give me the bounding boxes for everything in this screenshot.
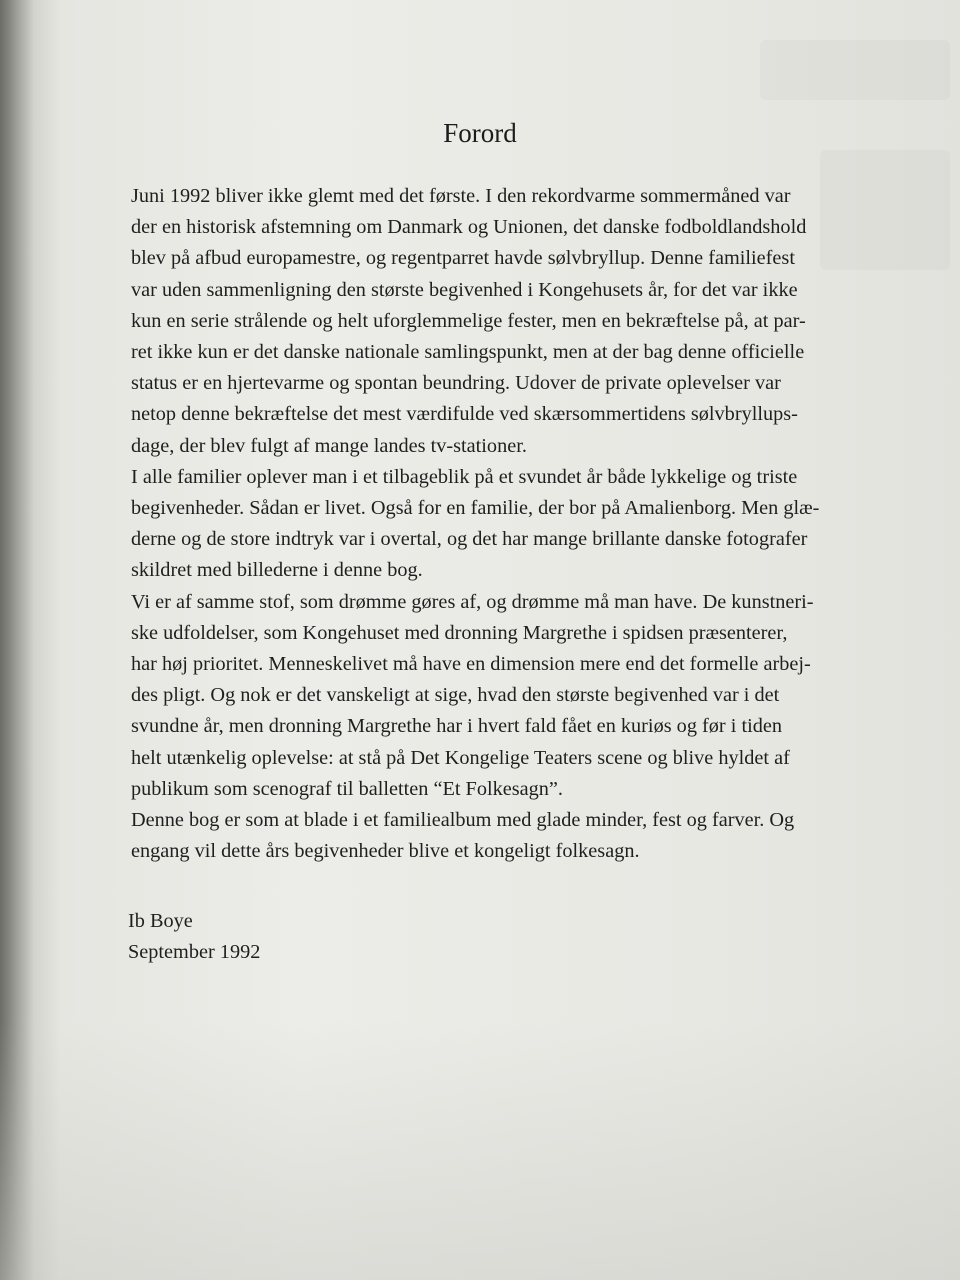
text-line: blev på afbud europamestre, og regentparret havde sølvbryllup. Denne familiefest [131,247,795,270]
signature-author: Ib Boye [128,910,193,932]
text-line: der en historisk afstemning om Danmark og Unionen, det danske fodboldlandshold [131,216,807,239]
text-line: skildret med billederne i denne bog. [131,559,423,582]
text-line: helt utænkelig oplevelse: at stå på Det Kongelige Teaters scene og blive hyldet af [131,746,790,769]
text-line: publikum som scenograf til balletten “Et Folkesagn”. [131,777,564,800]
text-line: dage, der blev fulgt af mange landes tv-stationer. [131,434,527,457]
signature-block [128,906,260,968]
show-through-block [760,40,950,100]
text-line: var uden sammenligning den største begivenhed i Kongehusets år, for det var ikke [131,278,798,301]
text-line: ske udfoldelser, som Kongehuset med dronning Margrethe i spidsen præsenterer, [131,621,788,644]
text-line: kun en serie strålende og helt uforglemmelige fester, men en bekræftelse på, at par- [131,309,806,332]
page-shading [0,1020,960,1280]
text-line: begivenheder. Sådan er livet. Også for en familie, der bor på Amalienborg. Men glæ- [131,497,820,520]
text-line: Juni 1992 bliver ikke glemt med det første. I den rekordvarme sommermåned var [131,185,791,207]
text-line: derne og de store indtryk var i overtal, og det har mange brillante danske fotografer [131,528,808,551]
text-line: har høj prioritet. Menneskelivet må have en dimension mere end det formelle arbej- [131,653,811,676]
text-line: ret ikke kun er det danske nationale samlingspunkt, men at der bag denne officielle [131,341,805,364]
text-line: engang vil dette års begivenheder blive et kongeligt folkesagn. [131,840,640,863]
text-line: status er en hjertevarme og spontan beundring. Udover de private oplevelser var [131,372,781,395]
text-line: svundne år, men dronning Margrethe har i hvert fald fået en kuriøs og før i tiden [131,715,782,738]
text-line: I alle familier oplever man i et tilbageblik på et svundet år både lykkelige og triste [131,465,798,488]
text-line: netop denne bekræftelse det mest værdifulde ved skærsommertidens sølvbryllups- [131,403,798,426]
text-line: Vi er af samme stof, som drømme gøres af, og drømme må man have. De kunstneri- [131,590,814,613]
page-title: Forord [443,118,517,148]
foreword-text [131,181,841,867]
text-line: des pligt. Og nok er det vanskeligt at sige, hvad den største begivenhed var i det [131,684,780,707]
signature-date: September 1992 [128,941,261,964]
text-line: Denne bog er som at blade i et familiealbum med glade minder, fest og farver. Og [131,809,795,832]
